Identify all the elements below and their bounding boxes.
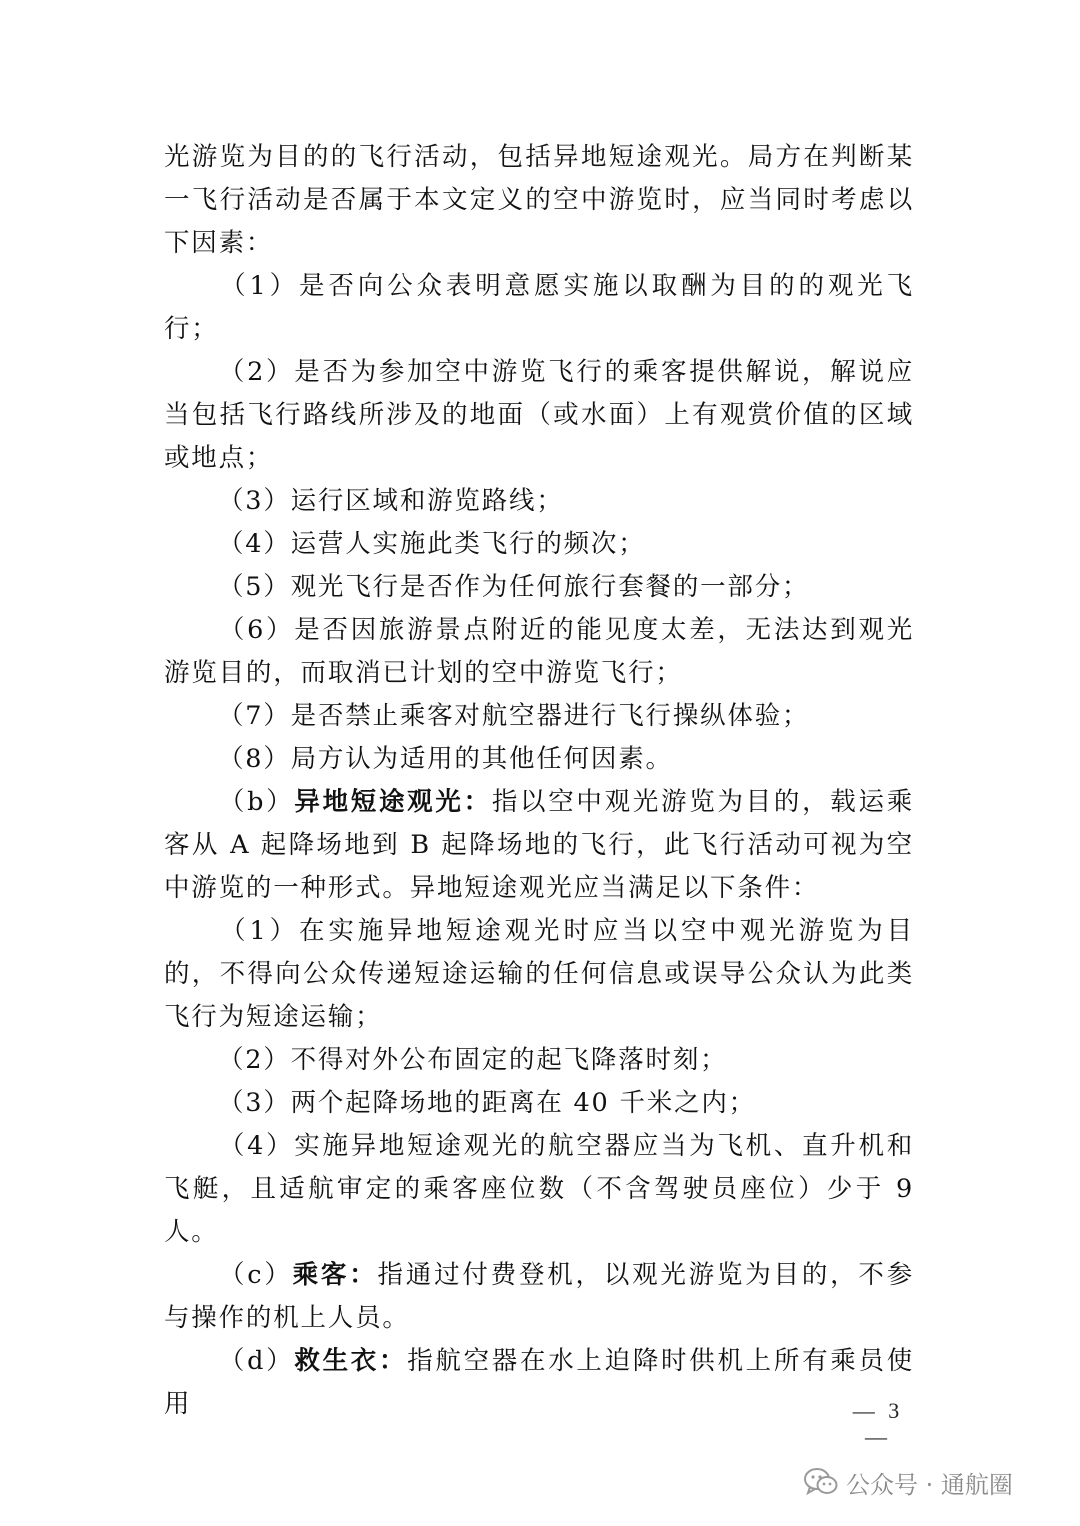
paragraph [164,1125,924,1254]
paragraph [164,1039,914,1082]
page-number: — 3 — [852,1398,904,1449]
text-run: （d） [218,1346,295,1376]
text-run: （5）观光飞行是否作为任何旅行套餐的一部分； [218,572,810,602]
paragraph [164,1340,914,1426]
text-run: 指以空中观光游览为目的，载运乘客从 A 起降场地到 B 起降场地的飞行，此飞行活动可视为空中游览的一种形式。异地短途观光应当满足以下条件： [164,787,914,903]
watermark [804,1462,1013,1502]
text-run: 指航空器在水上迫降时供机上所有乘员使用 [164,1346,914,1419]
text-run: （1）在实施异地短途观光时应当以空中观光游览为目的，不得向公众传递短途运输的任何信息或误导公众认为此类飞行为短途运输； [164,916,914,1032]
text-run: （3）两个起降场地的距离在 40 千米之内； [218,1088,756,1118]
paragraph [164,695,914,738]
text-run: （4）运营人实施此类飞行的频次； [218,529,646,559]
text-run: （2）不得对外公布固定的起飞降落时刻； [218,1045,728,1075]
text-run: （2）是否为参加空中游览飞行的乘客提供解说，解说应当包括飞行路线所涉及的地面（或水面）上有观赏价值的区域或地点； [164,357,914,473]
watermark-text: 公众号 · 通航圈 [846,1470,1013,1499]
paragraph [164,480,914,523]
bold-term: 异地短途观光： [294,787,492,817]
wechat-icon [804,1467,838,1497]
text-run: （3）运行区域和游览路线； [218,486,564,516]
paragraph [164,1254,914,1340]
bold-term: 救生衣： [294,1346,408,1376]
text-run: （8）局方认为适用的其他任何因素。 [218,744,673,774]
document-body [164,136,924,1426]
paragraph [164,1082,914,1125]
paragraph [164,136,914,265]
paragraph [164,265,914,351]
text-run: （1）是否向公众表明意愿实施以取酬为目的的观光飞行； [164,271,914,344]
text-run: （7）是否禁止乘客对航空器进行飞行操纵体验； [218,701,810,731]
bold-term: 乘客： [292,1260,378,1290]
paragraph [164,910,914,1039]
text-run: 指通过付费登机，以观光游览为目的，不参与操作的机上人员。 [164,1260,915,1333]
paragraph [164,566,914,609]
paragraph [164,523,914,566]
text-run: 光游览为目的的飞行活动，包括异地短途观光。局方在判断某一飞行活动是否属于本文定义的空中游览时，应当同时考虑以下因素： [164,142,914,258]
paragraph [164,351,914,480]
text-run: （4）实施异地短途观光的航空器应当为飞机、直升机和飞艇，且适航审定的乘客座位数（不含驾驶员座位）少于 9 人。 [164,1131,924,1247]
paragraph [164,738,914,781]
paragraph [164,781,914,910]
text-run: （c） [218,1260,293,1290]
text-run: （6）是否因旅游景点附近的能见度太差，无法达到观光游览目的，而取消已计划的空中游览飞行； [164,615,914,688]
text-run: （b） [218,787,295,817]
paragraph [164,609,914,695]
